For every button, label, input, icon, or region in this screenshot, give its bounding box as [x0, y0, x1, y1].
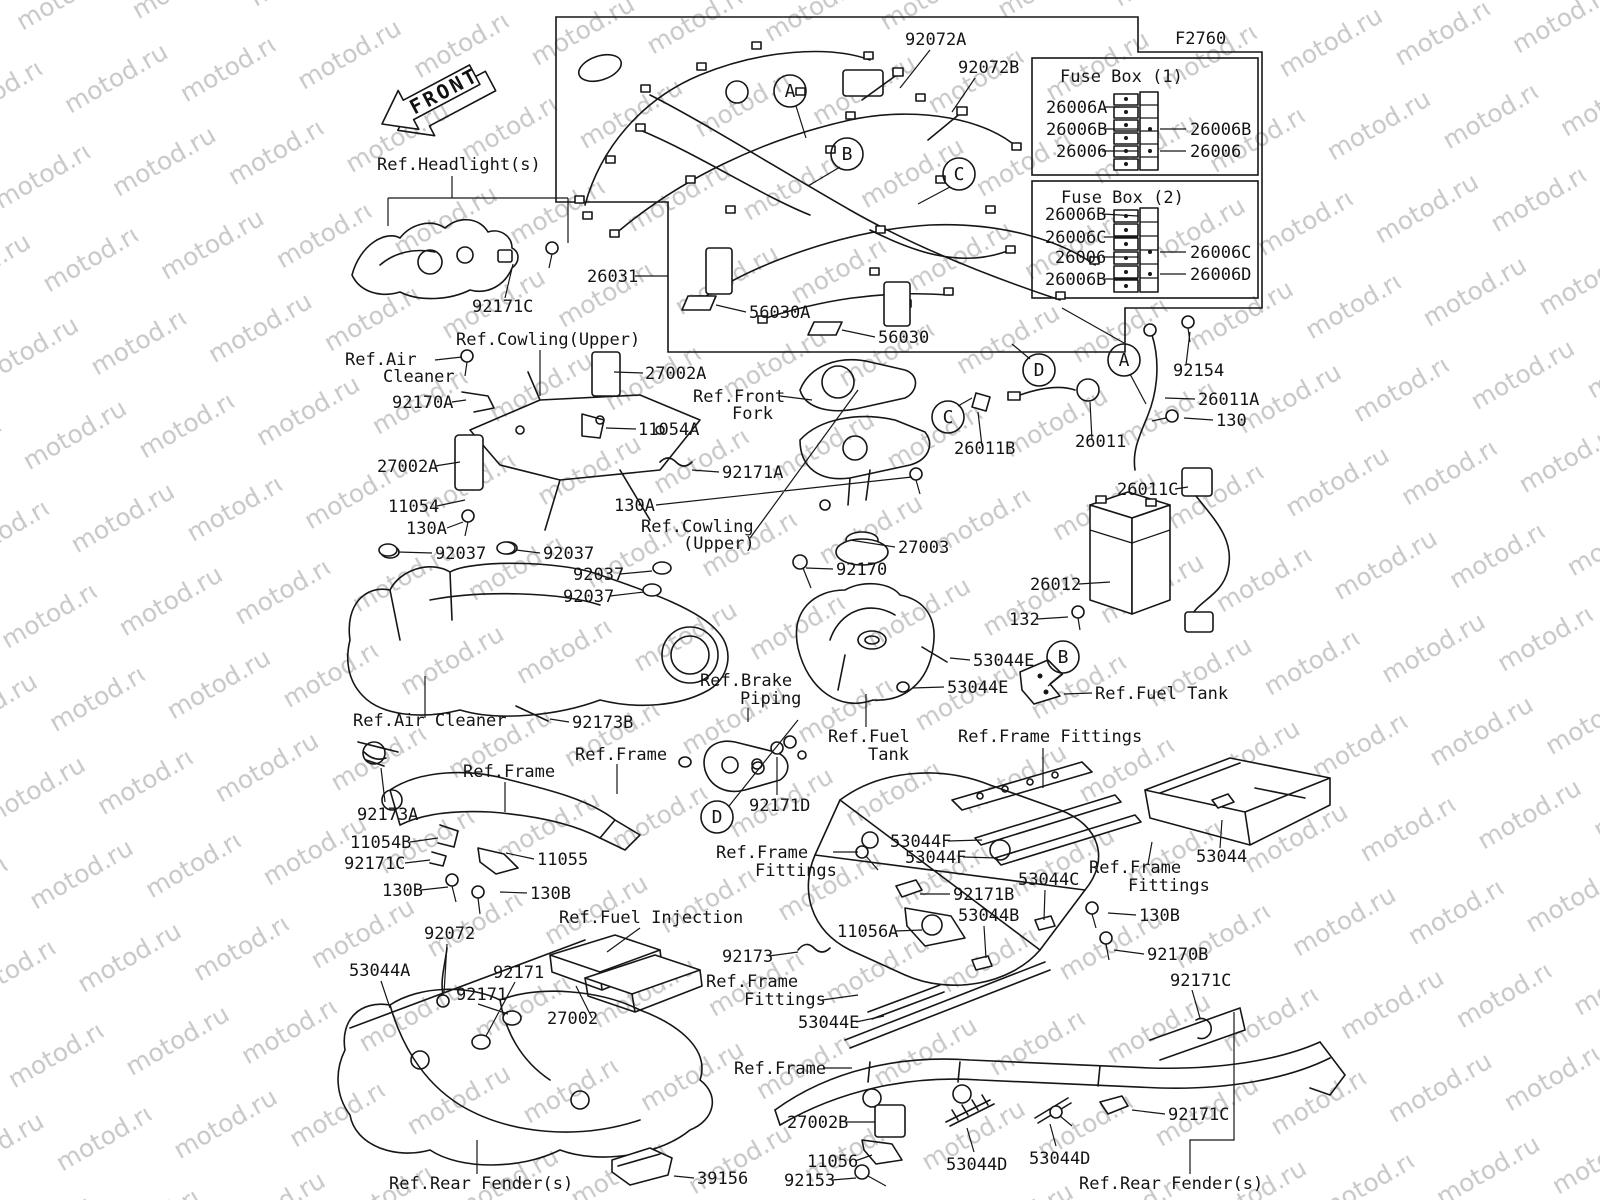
- part-label: 26006D: [1190, 265, 1252, 285]
- part-label: 132: [1009, 610, 1040, 630]
- part-label: 92171C: [344, 854, 406, 874]
- ref-label: Ref.Frame: [716, 843, 809, 863]
- ref-label: Ref.Frame: [1089, 858, 1182, 878]
- svg-text:C: C: [942, 407, 954, 428]
- part-label: 92170A: [392, 393, 454, 413]
- part-label: 53044D: [1029, 1149, 1091, 1169]
- svg-text:D: D: [711, 807, 723, 828]
- ref-label: Fork: [732, 404, 773, 424]
- part-label: 27002: [547, 1009, 599, 1029]
- part-label: 92171C: [1170, 971, 1232, 991]
- part-label: 26011: [1075, 432, 1127, 452]
- part-label: 53044E: [947, 678, 1009, 698]
- part-label: 92153: [784, 1171, 836, 1191]
- ref-label: Ref.Fuel Tank: [1095, 684, 1229, 704]
- part-label: 26011A: [1198, 390, 1260, 410]
- part-label: 26006A: [1046, 98, 1108, 118]
- part-label: 26006C: [1045, 228, 1107, 248]
- part-label: 26006B: [1045, 270, 1107, 290]
- part-label: 26006: [1056, 142, 1108, 162]
- fuse-box-1-art: [1114, 92, 1158, 170]
- ref-label: Ref.Cowling: [641, 517, 754, 537]
- part-label: 92037: [435, 544, 487, 564]
- part-label: 53044: [1196, 847, 1248, 867]
- svg-text:C: C: [953, 164, 965, 185]
- part-label: 92037: [573, 565, 625, 585]
- part-label: 130A: [406, 519, 447, 539]
- ref-label: Ref.Rear Fender(s): [389, 1174, 574, 1194]
- ref-label: Ref.Headlight(s): [377, 155, 541, 175]
- part-label: 92072: [424, 924, 476, 944]
- part-label: 39156: [697, 1169, 749, 1189]
- artwork-battery: [1090, 492, 1170, 614]
- part-label: 26011C: [1117, 480, 1179, 500]
- part-label: 56030: [878, 328, 930, 348]
- part-label: 130B: [1139, 906, 1180, 926]
- ref-label: Fittings: [1128, 876, 1210, 896]
- part-label: 53044A: [349, 961, 411, 981]
- ref-label: Ref.Frame: [734, 1059, 827, 1079]
- part-label: 11054B: [350, 833, 412, 853]
- part-label: 53044F: [890, 832, 952, 852]
- part-label: 92171C: [1168, 1105, 1230, 1125]
- part-label: 92072A: [905, 30, 967, 50]
- part-label: 53044D: [946, 1155, 1008, 1175]
- part-label: 92171B: [953, 885, 1015, 905]
- part-label: 53044F: [905, 848, 967, 868]
- svg-text:A: A: [1118, 350, 1130, 371]
- part-label: 92072B: [958, 58, 1020, 78]
- ref-label: Tank: [868, 745, 909, 765]
- part-label: 92171: [493, 963, 545, 983]
- part-label: 27002B: [787, 1113, 849, 1133]
- part-label: 26006C: [1190, 243, 1252, 263]
- part-label: 26006B: [1190, 120, 1252, 140]
- ref-label: Fittings: [744, 990, 826, 1010]
- part-label: 26012: [1030, 575, 1082, 595]
- part-label: 92173B: [572, 713, 634, 733]
- part-label: 27003: [898, 538, 950, 558]
- fuse-box-2-title: Fuse Box (2): [1061, 188, 1184, 208]
- part-label: 26006B: [1045, 205, 1107, 225]
- part-label: 130B: [530, 884, 571, 904]
- svg-text:B: B: [1057, 647, 1069, 668]
- svg-text:B: B: [841, 144, 853, 165]
- part-label: 53044B: [958, 906, 1020, 926]
- ref-label: Ref.Frame: [706, 972, 799, 992]
- part-label: 26011B: [954, 439, 1016, 459]
- ref-label: Ref.Frame Fittings: [958, 727, 1143, 747]
- part-label: 92170: [836, 560, 888, 580]
- ref-label: Ref.Frame: [463, 762, 556, 782]
- part-label: 92171A: [722, 463, 784, 483]
- part-label: 56030A: [749, 303, 811, 323]
- svg-text:D: D: [1033, 360, 1045, 381]
- part-label: 11056: [807, 1152, 859, 1172]
- svg-text:A: A: [784, 81, 796, 102]
- ref-label: Ref.Frame: [575, 745, 668, 765]
- part-label: 130: [1216, 411, 1247, 431]
- part-label: 92171C: [472, 297, 534, 317]
- part-label: 27002A: [377, 457, 439, 477]
- part-label: 92173A: [357, 805, 419, 825]
- ref-label: Ref.Rear Fender(s): [1079, 1174, 1264, 1194]
- front-arrow-label: FRONT: [405, 62, 484, 120]
- part-label: 92154: [1173, 361, 1225, 381]
- part-label: 92173: [722, 947, 774, 967]
- figure-code: F2760: [1175, 29, 1227, 49]
- part-label: 11056A: [837, 922, 899, 942]
- part-label: 26031: [587, 267, 639, 287]
- part-label: 26006: [1055, 248, 1107, 268]
- part-label: 53044C: [1018, 870, 1080, 890]
- ref-label: Cleaner: [383, 367, 455, 387]
- part-label: 92171D: [749, 796, 811, 816]
- fuse-box-1-title: Fuse Box (1): [1060, 67, 1183, 87]
- ref-label: (Upper): [683, 534, 755, 554]
- part-label: 27002A: [645, 364, 707, 384]
- ref-label: Ref.Fuel Injection: [559, 908, 744, 928]
- part-label: 11054A: [638, 420, 700, 440]
- part-label: 53044E: [973, 651, 1035, 671]
- ref-label: Ref.Cowling(Upper): [456, 330, 641, 350]
- part-label: 11054: [388, 497, 440, 517]
- ref-label: Ref.Front: [693, 387, 786, 407]
- ref-label: Piping: [740, 689, 802, 709]
- part-label: 92037: [543, 544, 595, 564]
- part-label: 26006: [1190, 142, 1242, 162]
- ref-label: Ref.Air: [345, 350, 417, 370]
- part-label: 53044E: [798, 1013, 860, 1033]
- ref-label: Ref.Air Cleaner: [353, 711, 507, 731]
- ref-label: Ref.Fuel: [828, 727, 910, 747]
- ref-label: Fittings: [755, 861, 837, 881]
- part-label: 92171: [456, 985, 508, 1005]
- part-label: 92170B: [1147, 945, 1209, 965]
- part-label: 130A: [614, 496, 655, 516]
- part-label: 130B: [382, 881, 423, 901]
- part-label: 11055: [537, 850, 589, 870]
- part-label: 92037: [563, 587, 615, 607]
- part-label: 26006B: [1046, 120, 1108, 140]
- ref-label: Ref.Brake: [700, 671, 793, 691]
